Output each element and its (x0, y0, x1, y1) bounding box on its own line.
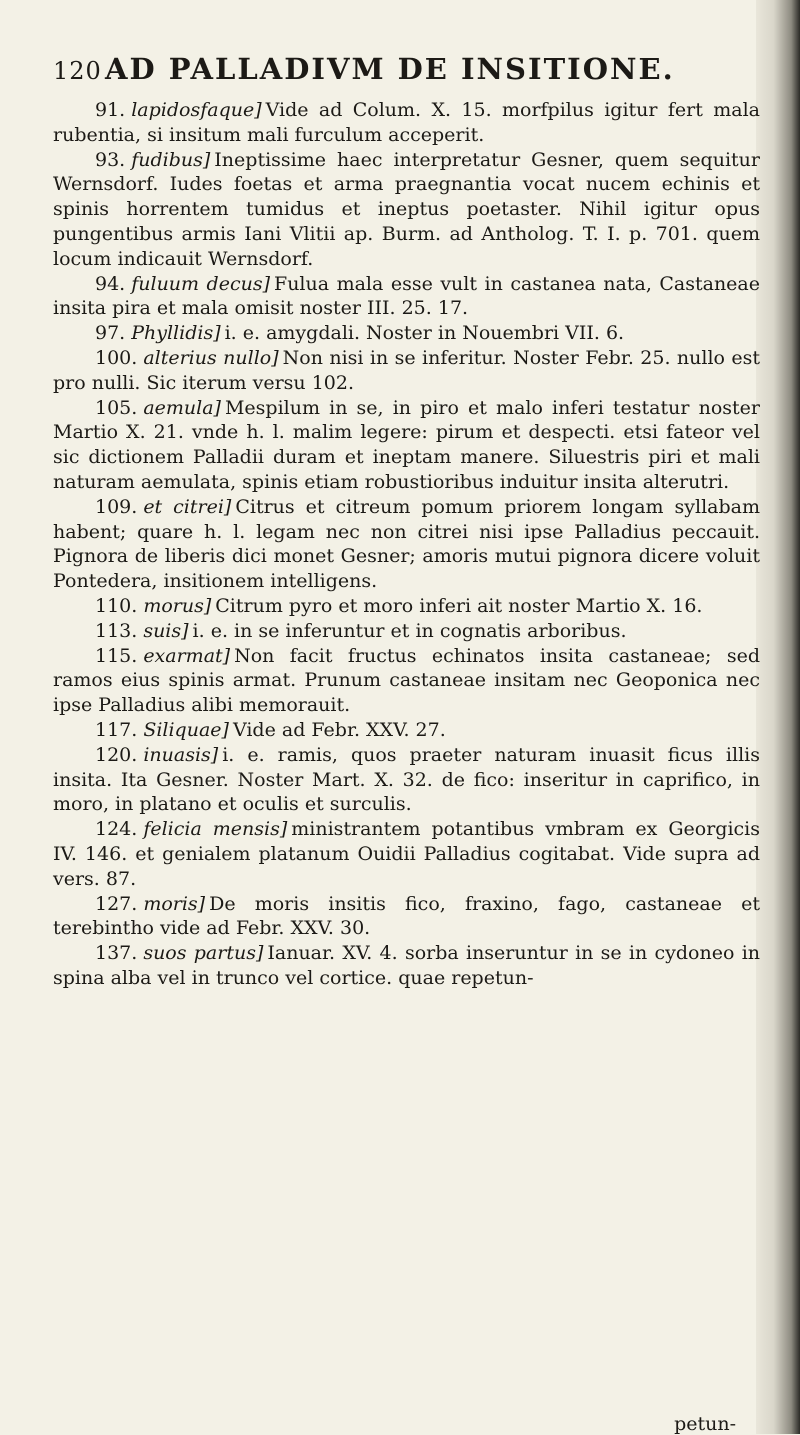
note-lemma: aemula] (143, 396, 221, 419)
note-number: 120. (95, 743, 138, 766)
note-number: 105. (95, 396, 138, 419)
note-text: ministrantem potantibus vmbram ex Georgicis IV. 146. et genialem platanum Ouidii Palladius cogitabat. Vide supra ad vers. 87. (53, 818, 760, 890)
note-lemma: et citrei] (143, 495, 232, 518)
note-lemma: Siliquae] (143, 718, 229, 741)
note-number: 137. (95, 942, 138, 965)
note-number: 93. (95, 148, 126, 171)
note-lemma: moris] (143, 892, 206, 915)
note-number: 127. (95, 892, 138, 915)
note-lemma: suis] (143, 619, 189, 642)
note-number: 109. (95, 495, 138, 518)
note-number: 117. (95, 718, 138, 741)
note-lemma: inuasis] (143, 743, 219, 766)
note-text: De moris insitis fico, fraxino, fago, castaneae et terebintho vide ad Febr. XXV. 30. (53, 892, 760, 940)
note-number: 115. (95, 644, 138, 667)
note-text: Citrum pyro et moro inferi ait noster Martio X. 16. (215, 594, 703, 617)
note-113 (53, 619, 760, 644)
note-109 (53, 495, 760, 594)
note-lemma: alterius nullo] (143, 346, 279, 369)
note-text: i. e. in se inferuntur et in cognatis arboribus. (192, 619, 627, 642)
note-115 (53, 644, 760, 718)
note-text: Ineptissime haec interpretatur Gesner, quem sequitur Wernsdorf. Iudes foetas et arma praegnantia vocat nucem echinis et spinis horrentem tumidus et ineptus poetaster. Nihil igitur opus pungentibus armis Iani Vlitii ap. Burm. ad Antholog. T. I. p. 701. quem locum indicauit Wernsdorf. (53, 148, 760, 270)
note-lemma: suos partus] (143, 942, 264, 965)
note-91 (53, 98, 760, 148)
note-text: i. e. ramis, quos praeter naturam inuasit ficus illis insita. Ita Gesner. Noster Mart. X. 32. de fico: inseritur in caprifico, in moro, in platano et oculis et surculis. (53, 743, 760, 816)
note-text: Vide ad Febr. XXV. 27. (232, 718, 446, 741)
note-lemma: Phyllidis] (131, 322, 221, 345)
note-127 (53, 892, 760, 942)
note-text: Ianuar. XV. 4. sorba inseruntur in se in cydoneo in spina alba vel in trunco vel cortice. quae repetun- (53, 942, 761, 989)
note-number: 97. (95, 322, 126, 345)
note-text: Mespilum in se, in piro et malo inferi testatur noster Martio X. 21. vnde h. l. malim legere: pirum et despecti. etsi fateor vel sic dictionem Palladii duram et ineptam manere. Siluestris piri et mali naturam aemulata, spinis etiam robustioribus induitur insita alterutri. (53, 396, 760, 493)
note-text: Vide ad Colum. X. 15. morfpilus igitur fert mala rubentia, si insitum mali furculum acceperit. (53, 99, 760, 146)
note-lemma: felicia mensis] (143, 818, 288, 841)
note-number: 113. (95, 619, 138, 642)
note-text: Non facit fructus echinatos insita castaneae; sed ramos eius spinis armat. Prunum castaneae insitam nec Geoponica nec ipse Palladius alibi memorauit. (53, 644, 760, 717)
note-137 (53, 941, 760, 991)
catchword: petun- (674, 1413, 736, 1435)
note-number: 124. (95, 818, 138, 841)
note-number: 110. (95, 594, 138, 617)
note-lemma: fudibus] (131, 148, 211, 171)
running-head: AD PALLADIVM DE INSITIONE. (105, 52, 675, 86)
note-105 (53, 396, 760, 495)
page-header (53, 52, 753, 92)
note-number: 91. (95, 99, 126, 121)
note-lemma: morus] (143, 594, 212, 617)
note-117 (53, 718, 760, 743)
note-93 (53, 148, 760, 272)
note-110 (53, 594, 760, 619)
note-text: Non nisi in se inferitur. Noster Febr. 25. nullo est pro nulli. Sic iterum versu 102. (53, 346, 760, 394)
commentary-notes (53, 98, 760, 991)
page-edge-shadow (756, 0, 800, 1434)
note-text: Fulua mala esse vult in castanea nata, Castaneae insita pira et mala omisit noster III. 25. 17. (53, 272, 761, 320)
note-94 (53, 272, 760, 322)
note-97 (53, 321, 760, 346)
note-text: i. e. amygdali. Noster in Nouembri VII. 6. (224, 322, 625, 345)
note-text: Citrus et citreum pomum priorem longam syllabam habent; quare h. l. legam nec non citrei nisi ipse Palladius peccauit. Pignora de liberis dici monet Gesner; amoris mutui pignora dicere voluit Pontedera, insitionem intelligens. (53, 495, 761, 593)
note-124 (53, 817, 760, 891)
note-100 (53, 346, 760, 396)
note-120 (53, 743, 760, 817)
note-lemma: exarmat] (143, 644, 231, 667)
note-lemma: fuluum decus] (131, 272, 271, 295)
note-lemma: lapidosfaque] (131, 99, 262, 121)
page-number: 120 (53, 57, 102, 85)
note-number: 94. (95, 272, 126, 295)
note-number: 100. (95, 346, 138, 369)
